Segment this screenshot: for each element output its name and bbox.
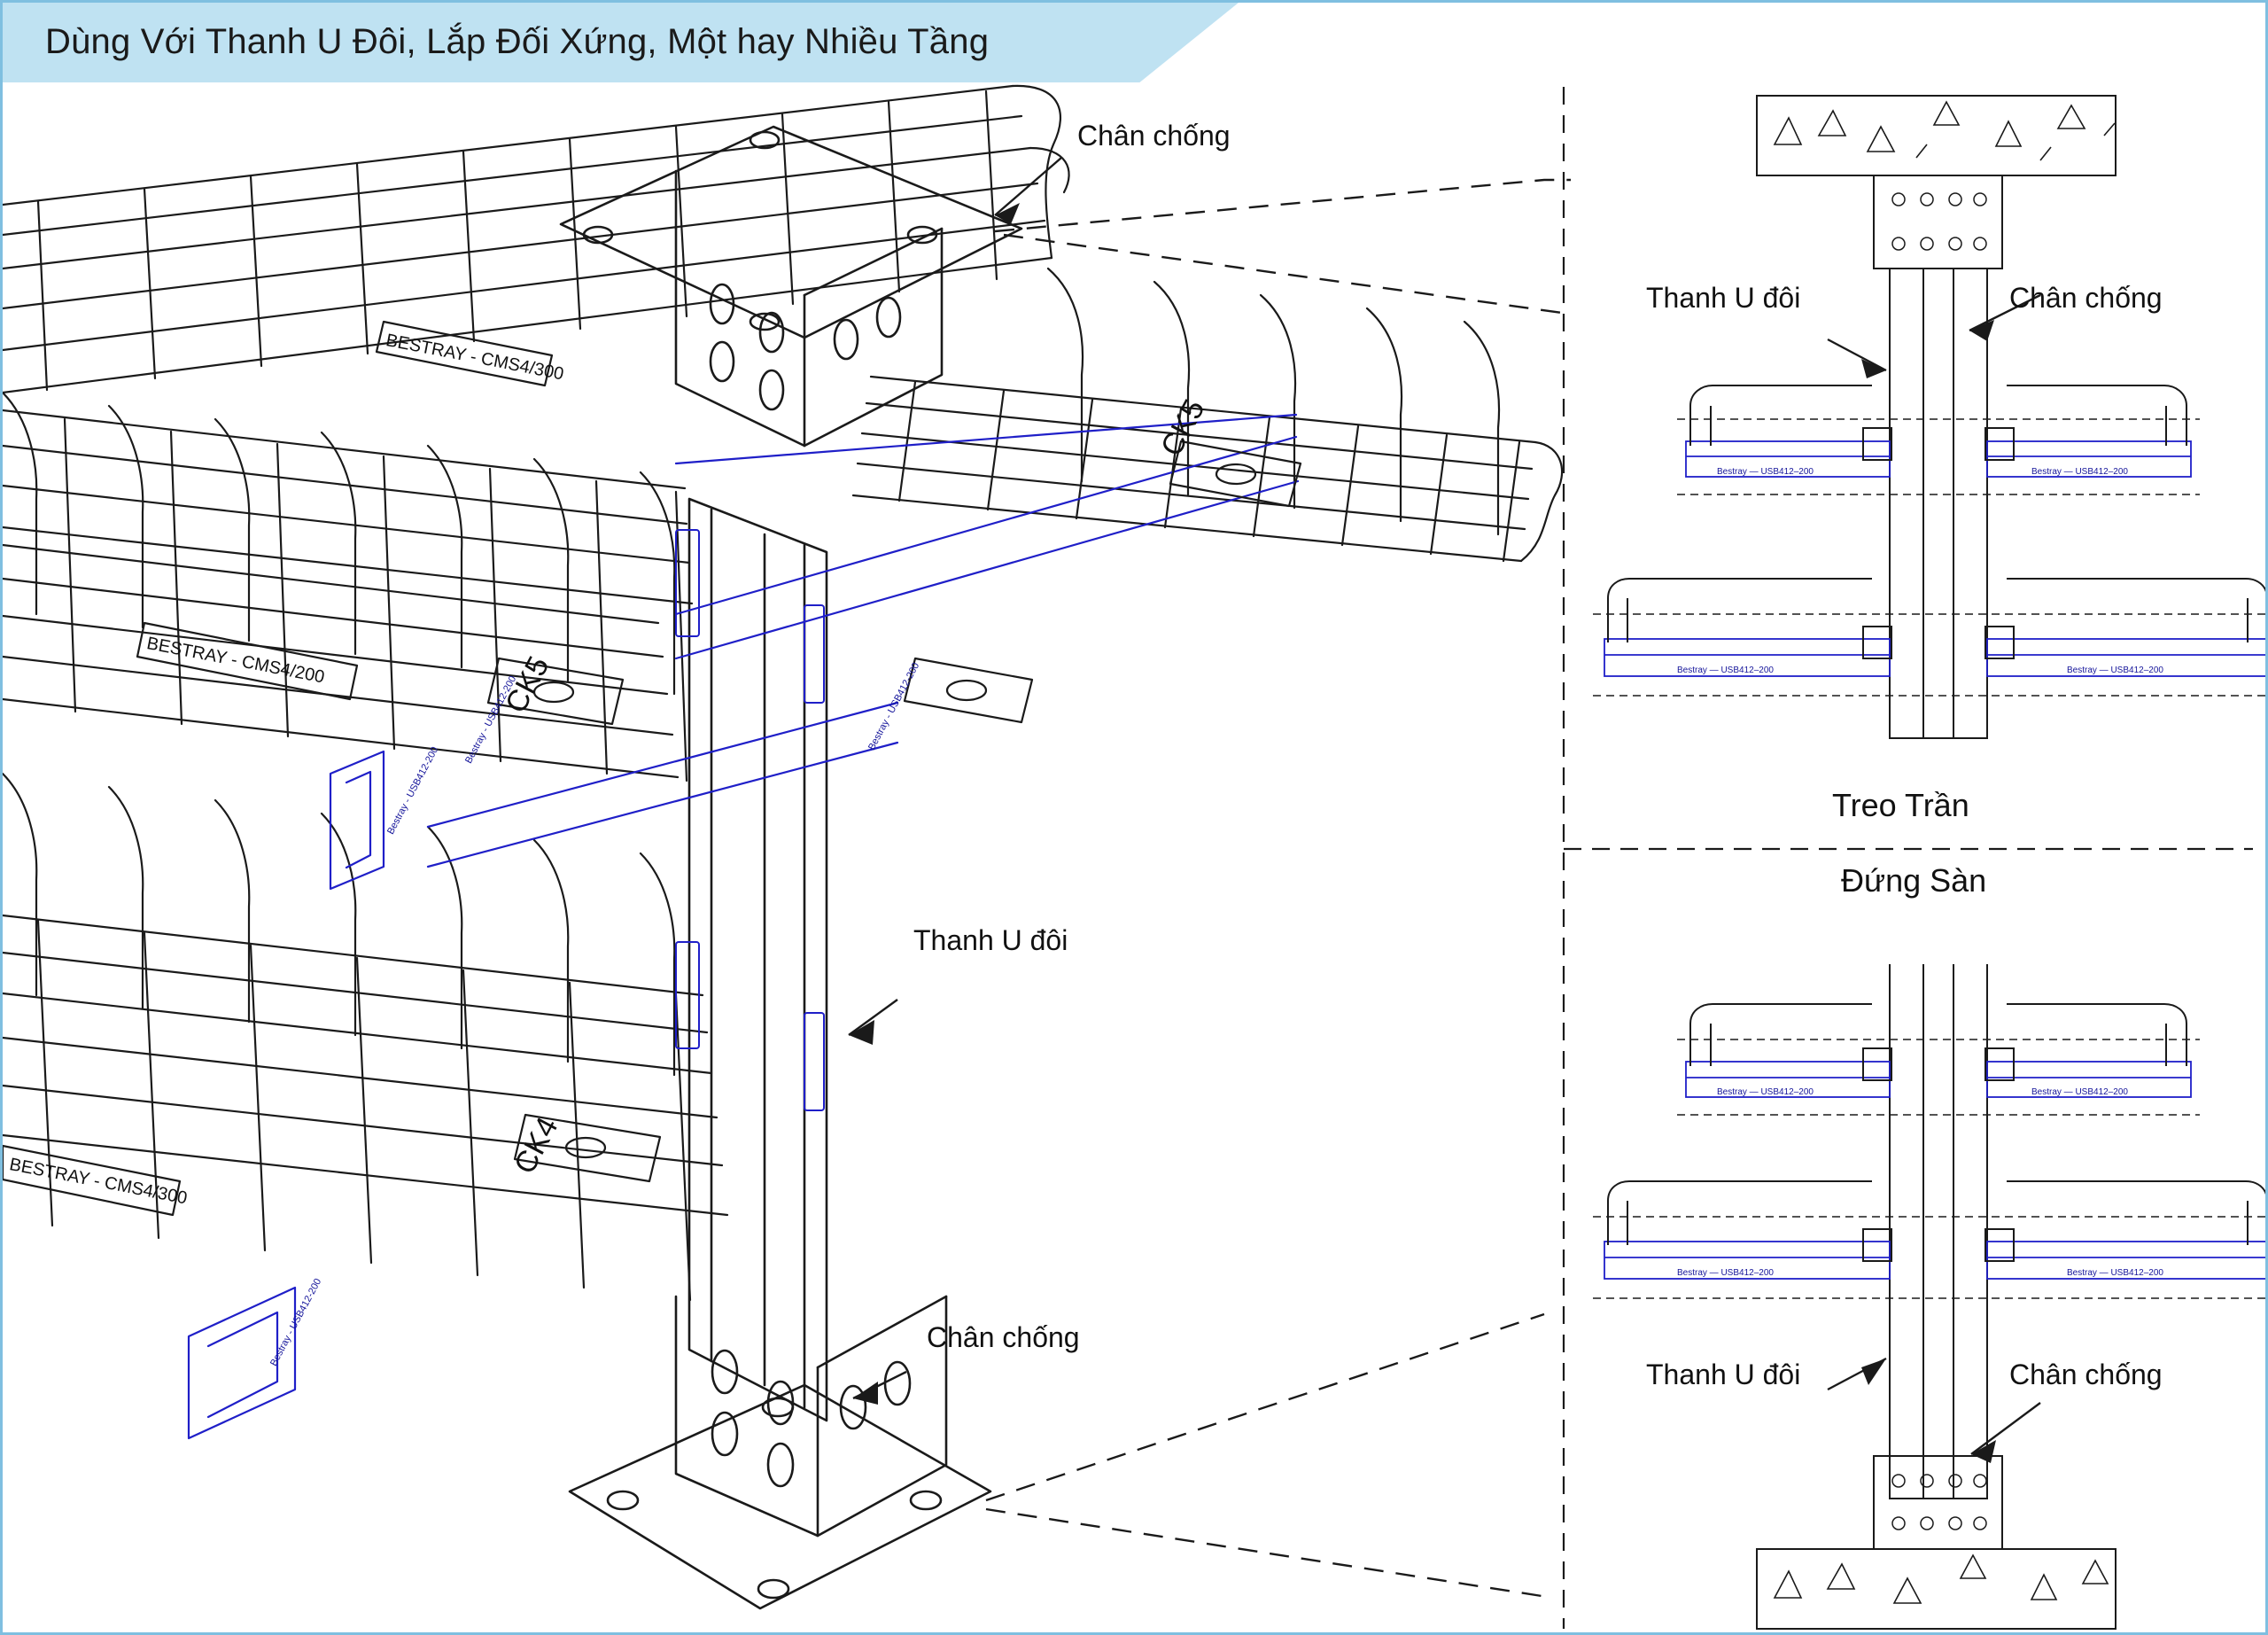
page-title: Dùng Với Thanh U Đôi, Lắp Đối Xứng, Một hay Nhiều Tầng [45, 22, 990, 61]
bracket-code-ck5-left: CK5 [499, 650, 556, 719]
tray-label-1: BESTRAY - CMS4/300 [384, 331, 566, 385]
profile-label-2: Bestray - USB412-200 [268, 1276, 324, 1368]
detail-floor-rail-label-4: Bestray — USB412–200 [2067, 1268, 2163, 1278]
bracket-code-ck4: CK4 [508, 1111, 565, 1180]
tray-label-3: BESTRAY - CMS4/300 [7, 1155, 190, 1209]
detail-ceiling-caption: Treo Trần [1832, 787, 1969, 823]
detail-ceiling-callout-thanh-u-doi: Thanh U đôi [1646, 282, 1801, 314]
detail-floor-rail-label-1: Bestray — USB412–200 [1717, 1087, 1814, 1097]
callout-chan-chong-top: Chân chống [1077, 120, 1231, 152]
title-banner [3, 3, 1239, 82]
tray-label-2: BESTRAY - CMS4/200 [144, 634, 327, 688]
detail-floor-rail-label-3: Bestray — USB412–200 [1677, 1268, 1774, 1278]
callout-chan-chong-bottom: Chân chống [927, 1321, 1080, 1353]
detail-floor-callout-thanh-u-doi: Thanh U đôi [1646, 1359, 1801, 1390]
callout-thanh-u-doi: Thanh U đôi [913, 924, 1068, 956]
detail-ceiling-rail-label-2: Bestray — USB412–200 [2031, 467, 2128, 477]
detail-ceiling-rail-label-3: Bestray — USB412–200 [1677, 666, 1774, 675]
profile-label-3: Bestray - USB412-200 [866, 660, 922, 752]
detail-floor-callout-chan-chong: Chân chống [2009, 1359, 2163, 1390]
detail-ceiling-rail-label-4: Bestray — USB412–200 [2067, 666, 2163, 675]
detail-floor-caption: Đứng Sàn [1841, 862, 1987, 899]
profile-label-1: Bestray - USB412-200 [385, 744, 441, 837]
detail-ceiling-rail-label-1: Bestray — USB412–200 [1717, 467, 1814, 477]
detail-floor-rail-label-2: Bestray — USB412–200 [2031, 1087, 2128, 1097]
bracket-code-ck5-right: CK5 [1154, 393, 1212, 462]
detail-ceiling-callout-chan-chong: Chân chống [2009, 282, 2163, 314]
profile-label-4: Bestray - USB412-200 [463, 673, 519, 766]
